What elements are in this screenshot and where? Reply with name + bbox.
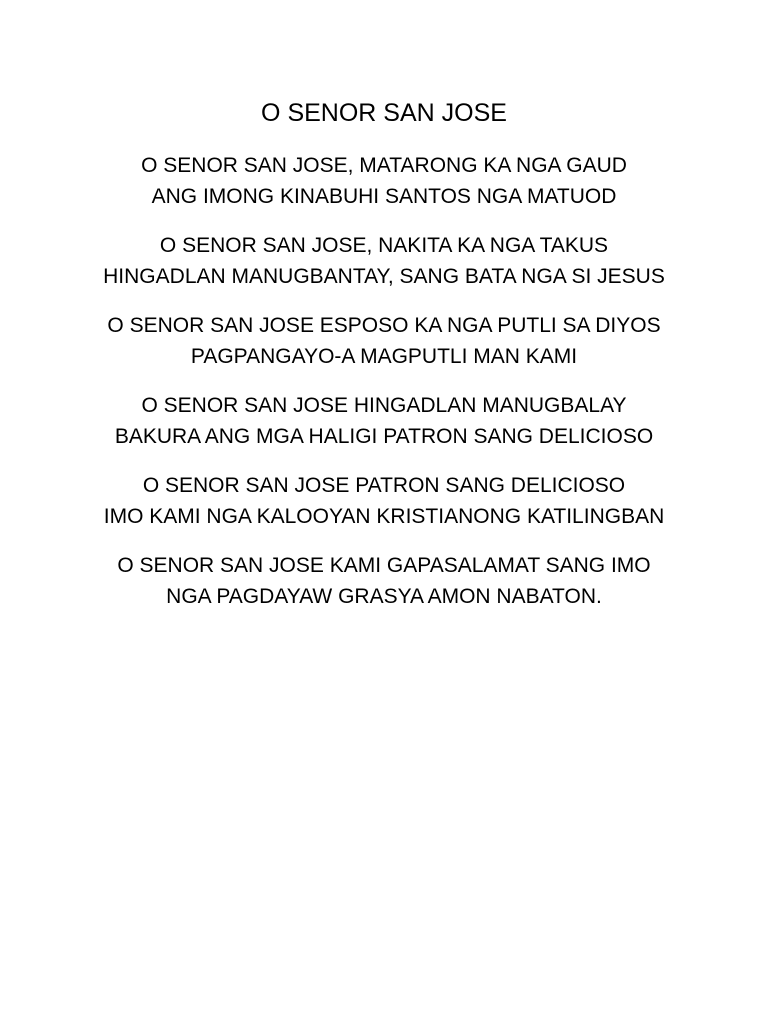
stanza-4 bbox=[0, 390, 768, 452]
lyric-line: NGA PAGDAYAW GRASYA AMON NABATON. bbox=[166, 585, 602, 608]
lyric-line: O SENOR SAN JOSE KAMI GAPASALAMAT SANG IMO bbox=[117, 554, 651, 577]
stanza-5 bbox=[0, 470, 768, 532]
lyric-line: IMO KAMI NGA KALOOYAN KRISTIANONG KATILINGBAN bbox=[103, 505, 665, 528]
lyric-line: BAKURA ANG MGA HALIGI PATRON SANG DELICIOSO bbox=[114, 425, 654, 448]
lyrics-body bbox=[0, 150, 768, 630]
stanza-3 bbox=[0, 310, 768, 372]
lyric-line: O SENOR SAN JOSE, NAKITA KA NGA TAKUS bbox=[159, 234, 609, 257]
page-title: O SENOR SAN JOSE bbox=[261, 99, 507, 127]
stanza-2 bbox=[0, 230, 768, 292]
stanza-1 bbox=[0, 150, 768, 212]
lyric-line: PAGPANGAYO-A MAGPUTLI MAN KAMI bbox=[190, 345, 578, 368]
lyric-line: O SENOR SAN JOSE ESPOSO KA NGA PUTLI SA DIYOS bbox=[107, 314, 661, 337]
stanza-6 bbox=[0, 550, 768, 612]
lyric-line: O SENOR SAN JOSE PATRON SANG DELICIOSO bbox=[142, 474, 626, 497]
lyric-line: O SENOR SAN JOSE HINGADLAN MANUGBALAY bbox=[141, 394, 627, 417]
lyric-line: O SENOR SAN JOSE, MATARONG KA NGA GAUD bbox=[141, 154, 627, 177]
lyric-line: HINGADLAN MANUGBANTAY, SANG BATA NGA SI JESUS bbox=[103, 265, 665, 288]
lyric-line: ANG IMONG KINABUHI SANTOS NGA MATUOD bbox=[151, 185, 617, 208]
